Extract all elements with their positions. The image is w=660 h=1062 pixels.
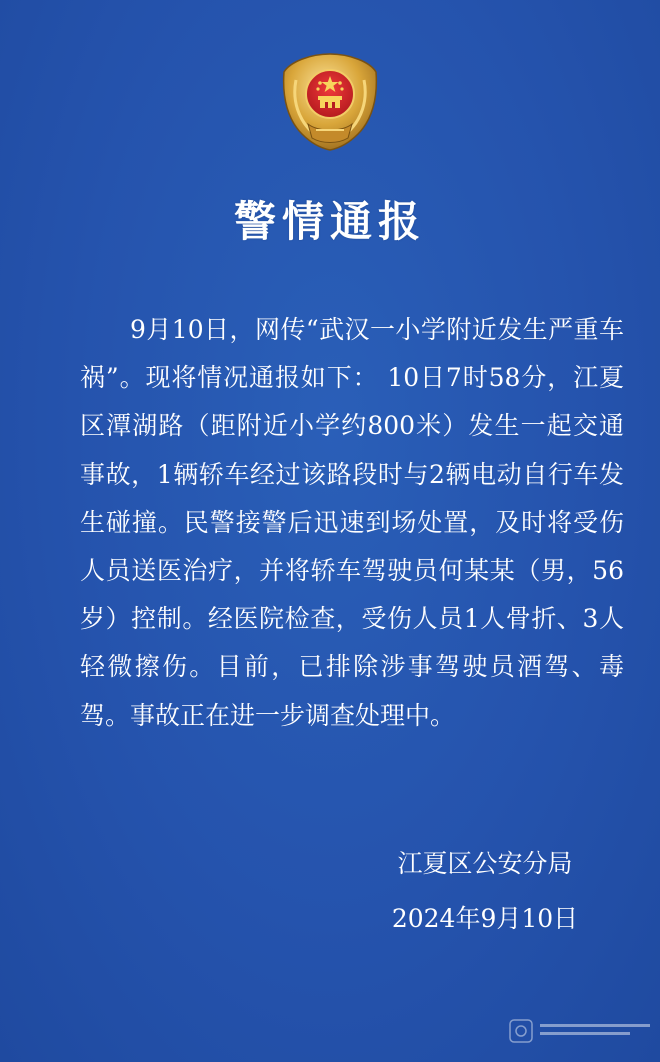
issue-date: 2024年9月10日 bbox=[391, 904, 579, 933]
page-title: 警情通报 bbox=[233, 197, 426, 246]
signature-block bbox=[360, 836, 610, 946]
issuer-name: 江夏区公安分局 bbox=[397, 849, 573, 878]
police-badge-icon bbox=[278, 50, 382, 154]
watermark-icon bbox=[508, 1014, 658, 1048]
notice-body: 9月10日，网传“武汉一小学附近发生严重车祸”。现将情况通报如下： 10日7时58分，江夏区潭湖路（距附近小学约800米）发生一起交通事故，1辆轿车经过该路段时与2辆电动自行车发生碰撞。民警接警后迅速到场处置，及时将受伤人员送医治疗，并将轿车驾驶员何某某（男，56岁）控制。经医院检查，受伤人员1人骨折、3人轻微擦伤。目前，已排除涉事驾驶员酒驾、毒驾。事故正在进一步调查处理中。 bbox=[80, 315, 624, 730]
